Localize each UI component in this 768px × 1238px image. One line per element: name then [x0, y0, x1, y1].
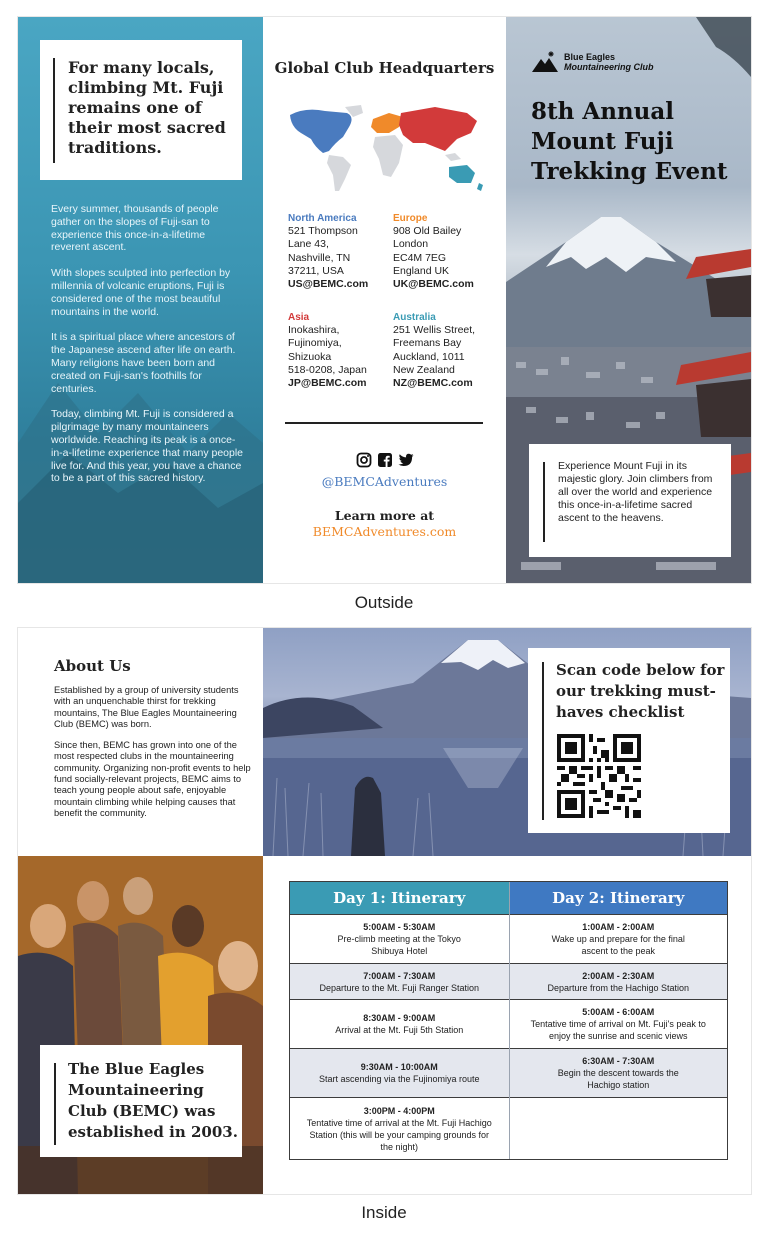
social-icons — [263, 452, 506, 468]
table-row — [510, 1097, 728, 1159]
office-email[interactable]: NZ@BEMC.com — [393, 377, 473, 390]
office-address-line: 37211, USA — [288, 264, 344, 277]
outside-spread — [18, 17, 751, 583]
about-paragraph: Established by a group of university students with an unquenchable thirst for trekking mountains, The Blue Eagles Mountaineering Club (BEMC) was born. — [54, 685, 239, 729]
table-row — [510, 999, 728, 1048]
office-address-line: 521 Thompson — [288, 225, 358, 238]
office-email[interactable]: US@BEMC.com — [288, 278, 369, 291]
row-time: 6:30AM - 7:30AM — [582, 1056, 655, 1066]
day2-column — [509, 882, 728, 1159]
office-address-line: New Zealand — [393, 363, 455, 376]
office-address-line: Nashville, TN — [288, 251, 351, 264]
row-time: 5:00AM - 5:30AM — [363, 922, 436, 932]
lake-photo-panel — [263, 628, 751, 856]
instagram-icon[interactable] — [356, 452, 372, 468]
row-desc: Start ascending via the Fujinomiya route — [318, 1074, 480, 1084]
about-paragraph: Since then, BEMC has grown into one of the most respected clubs in the mountaineering community. Organizing non-profit events to help fund socially-relevant projects, BEMC aims to teach young people about safe, enjoyable mountain climbing while helping causes that benefit the community. — [54, 740, 251, 818]
intro-paragraph: Today, climbing Mt. Fuji is considered a pilgrimage by many mountaineers worldwide. Reaching its peak is a once-in-a-lifetime experience that many people live for. And this year, you have a chance to be a part of this sacred history. — [51, 408, 244, 485]
event-title: 8th Annual Mount Fuji Trekking Event — [531, 98, 728, 185]
about-text — [54, 685, 254, 829]
outside-label: Outside — [354, 593, 414, 612]
row-desc: Wake up and prepare for the final ascent to the peak — [551, 934, 685, 956]
row-time: 8:30AM - 9:00AM — [363, 1013, 436, 1023]
inside-spread — [18, 628, 751, 1194]
table-row — [290, 999, 509, 1048]
row-time: 3:00PM - 4:00PM — [363, 1105, 435, 1116]
outside-left-panel — [18, 17, 263, 583]
quote-text: For many locals, climbing Mt. Fuji remains one of their most sacred traditions. — [68, 58, 226, 157]
office-asia — [288, 311, 393, 390]
club-brand — [532, 51, 654, 73]
office-address-line: Lane 43, — [288, 238, 329, 251]
row-time: 1:00AM - 2:00AM — [582, 922, 655, 932]
quote-box — [40, 40, 242, 180]
inside-label: Inside — [361, 1203, 407, 1222]
row-desc: Pre-climb meeting at the Tokyo Shibuya Hotel — [337, 934, 461, 956]
office-australia — [393, 311, 498, 390]
about-heading: About Us — [54, 657, 131, 675]
event-description-box — [529, 444, 731, 557]
table-row — [290, 914, 509, 963]
qr-code-icon[interactable] — [557, 734, 641, 818]
row-time: 5:00AM - 6:00AM — [582, 1007, 655, 1017]
itinerary-panel — [263, 856, 751, 1194]
office-region: Asia — [288, 312, 310, 323]
office-address-line: EC4M 7EG — [393, 251, 447, 264]
hq-title: Global Club Headquarters — [274, 59, 495, 77]
office-address-line: 518-0208, Japan — [288, 363, 367, 376]
table-row — [290, 1097, 509, 1159]
office-address-line: Inokashira, — [288, 324, 340, 337]
table-row — [510, 1048, 728, 1097]
table-row — [290, 963, 509, 999]
row-time: 2:00AM - 2:30AM — [582, 970, 655, 981]
day1-header: Day 1: Itinerary — [290, 882, 509, 914]
row-time: 9:30AM - 10:00AM — [360, 1062, 438, 1072]
mountain-logo-icon — [532, 51, 558, 73]
office-address-line: Fujinomiya, — [288, 337, 342, 350]
people-photo-panel — [18, 856, 263, 1194]
row-desc: Departure from the Hachigo Station — [547, 982, 690, 993]
office-region: Australia — [393, 312, 436, 323]
outside-right-panel — [506, 17, 751, 583]
twitter-icon[interactable] — [398, 452, 414, 468]
office-address-line: 251 Wellis Street, — [393, 324, 476, 337]
table-row — [290, 1048, 509, 1097]
intro-paragraph: Every summer, thousands of people gather on the slopes of Fuji-san to experience this once-in-a-lifetime reverent ascent. — [51, 203, 219, 254]
row-desc: Departure to the Mt. Fuji Ranger Station — [319, 982, 480, 993]
event-description: Experience Mount Fuji in its majestic glory. Join climbers from all over the world and experience this once-in-a-lifetime sacred ascent to the heavens. — [558, 460, 713, 524]
row-desc: Tentative time of arrival at the Mt. Fuji Hachigo Station (this will be your camping grounds for the night) — [306, 1117, 492, 1152]
office-address-line: Freemans Bay — [393, 337, 462, 350]
row-desc: Begin the descent towards the Hachigo station — [557, 1068, 679, 1090]
itinerary-table — [289, 881, 728, 1160]
row-desc: Tentative time of arrival on Mt. Fuji's peak to enjoy the sunrise and scenic views — [530, 1019, 706, 1041]
intro-paragraphs — [51, 203, 246, 498]
office-address-line: 908 Old Bailey — [393, 225, 462, 238]
club-name-line1: Blue Eagles — [564, 52, 616, 62]
intro-paragraph: With slopes sculpted into perfection by millennia of volcanic eruptions, Fuji is considered one of the most beautiful mountains in the world. — [51, 267, 231, 318]
about-panel — [18, 628, 263, 856]
office-address-line: London — [393, 238, 429, 251]
social-handle[interactable]: @BEMCAdventures — [321, 474, 448, 489]
table-row — [510, 914, 728, 963]
qr-box — [528, 648, 730, 833]
office-address-line: England UK — [393, 264, 450, 277]
office-address-line: Auckland, 1011 — [393, 350, 465, 363]
office-region: North America — [288, 213, 357, 224]
club-name — [564, 52, 654, 72]
table-row — [510, 963, 728, 999]
divider — [285, 422, 483, 424]
row-desc: Arrival at the Mt. Fuji 5th Station — [335, 1025, 464, 1035]
outside-middle-panel — [263, 17, 506, 583]
qr-caption: Scan code below for our trekking must-haves checklist — [556, 661, 725, 721]
office-email[interactable]: JP@BEMC.com — [288, 377, 367, 390]
website-link[interactable]: BEMCAdventures.com — [312, 524, 457, 539]
office-europe — [393, 212, 498, 291]
intro-paragraph: It is a spiritual place where ancestors of the Japanese ascend after life on earth. Many religions have been born and created on Fuji-san's foothills for centuries. — [51, 331, 236, 395]
facebook-icon[interactable] — [377, 452, 393, 468]
day1-column — [290, 882, 509, 1159]
world-map — [285, 103, 485, 195]
club-founded-box — [40, 1045, 242, 1157]
club-name-line2: Mountaineering Club — [564, 62, 654, 72]
row-time: 7:00AM - 7:30AM — [363, 970, 436, 981]
club-founded-text: The Blue Eagles Mountaineering Club (BEMC) was established in 2003. — [68, 1060, 238, 1141]
office-north-america — [288, 212, 393, 291]
office-address-line: Shizuoka — [288, 350, 332, 363]
office-region: Europe — [393, 213, 428, 224]
office-email[interactable]: UK@BEMC.com — [393, 278, 474, 291]
day2-header: Day 2: Itinerary — [510, 882, 728, 914]
learn-more-label: Learn more at — [334, 508, 435, 523]
